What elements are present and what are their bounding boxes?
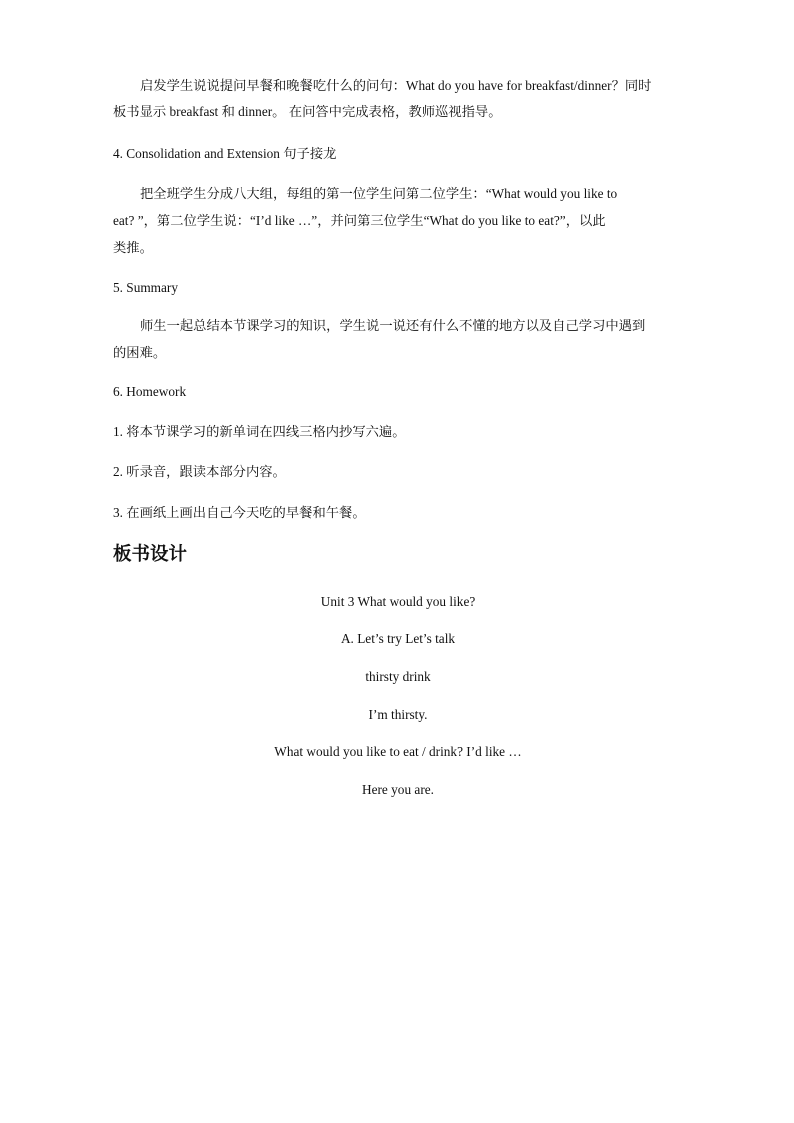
paragraph-summary-line-2: 的困难。	[113, 345, 167, 360]
homework-item-2: 2. 听录音，跟读本部分内容。	[113, 464, 286, 479]
paragraph-summary-line-1: 师生一起总结本节课学习的知识，学生说一说还有什么不懂的地方以及自己学习中遇到	[140, 318, 646, 333]
board-line-sections: A. Let’s try Let’s talk	[340, 631, 456, 646]
paragraph-chain-line-1: 把全班学生分成八大组，每组的第一位学生问第二位学生：“What would you like to	[140, 186, 618, 201]
paragraph-chain-line-3: 类推。	[113, 240, 153, 255]
board-line-here-you-are: Here you are.	[362, 782, 434, 797]
paragraph-question-line-2: 板书显示 breakfast 和 dinner。 在问答中完成表格，教师巡视指导。	[113, 104, 502, 119]
section-5-title: 5. Summary	[113, 280, 179, 295]
homework-item-1: 1. 将本节课学习的新单词在四线三格内抄写六遍。	[113, 424, 406, 439]
section-4-title: 4. Consolidation and Extension 句子接龙	[113, 146, 337, 161]
paragraph-chain-line-2: eat? ”，第二位学生说：“I’d like …”，并问第三位学生“What do you like to eat?”，以此	[113, 213, 606, 228]
section-6-title: 6. Homework	[113, 384, 187, 399]
homework-item-3: 3. 在画纸上画出自己今天吃的早餐和午餐。	[113, 505, 366, 520]
board-line-question: What would you like to eat / drink? I’d like …	[274, 744, 522, 759]
board-line-unit-title: Unit 3 What would you like?	[320, 594, 476, 609]
board-line-vocabulary: thirsty drink	[365, 669, 431, 684]
paragraph-question-line-1: 启发学生说说提问早餐和晚餐吃什么的问句：What do you have for breakfast/dinner？同时	[140, 78, 652, 93]
board-line-thirsty: I’m thirsty.	[368, 707, 428, 722]
board-design-heading: 板书设计	[113, 544, 188, 565]
